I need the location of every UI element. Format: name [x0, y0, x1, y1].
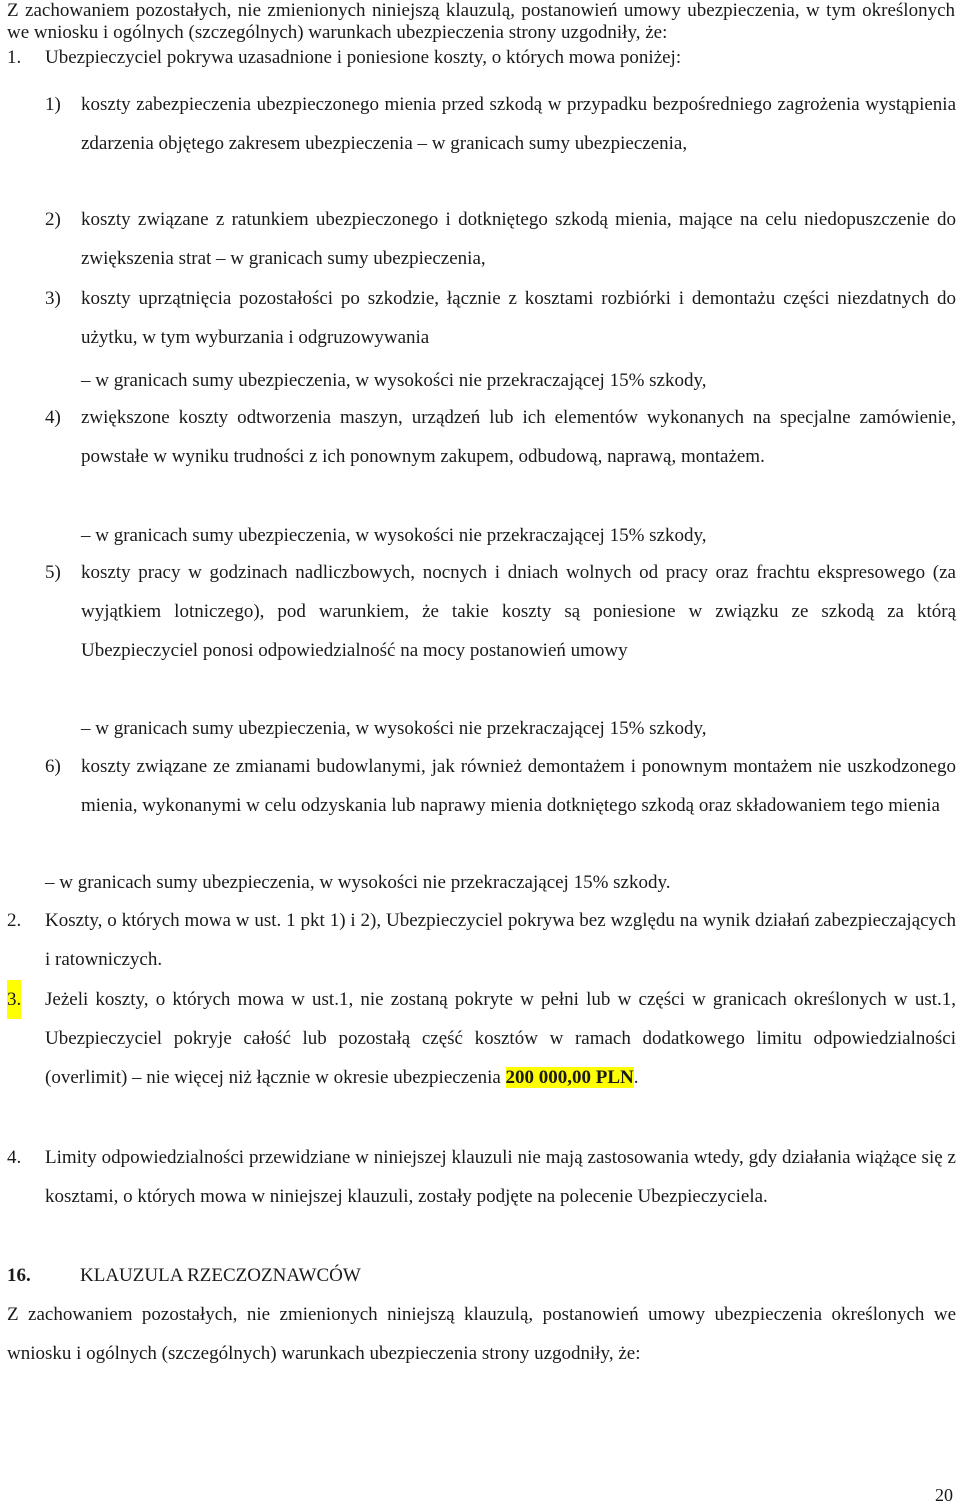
item-1-number: 1) [45, 94, 61, 115]
section-4-text: Limity odpowiedzialności przewidziane w niniejszej klauzuli nie mają zastosowania wtedy, gdy działania wiążące się z kosztami, o których mowa w niniejszej klauzuli, zostały podjęte na polecenie Ubezpieczyciela. [45, 1147, 956, 1207]
item-1-text: koszty zabezpieczenia ubezpieczonego mienia przed szkodą w przypadku bezpośredniego zagrożenia wystąpienia zdarzenia objętego zakresem ubezpieczenia – w granicach sumy ubezpieczenia, [81, 94, 956, 154]
overlimit-amount: 200 000,00 PLN [505, 1067, 634, 1088]
item-3-text: koszty uprzątnięcia pozostałości po szkodzie, łącznie z kosztami rozbiórki i demontażu części niezdatnych do użytku, w tym wyburzania i odgruzowywania [81, 288, 956, 348]
section-3-paragraph [45, 980, 956, 1097]
section-4-number: 4. [7, 1147, 22, 1168]
section-3-number: 3. [7, 980, 21, 1019]
section-2-number: 2. [7, 910, 22, 931]
item-2-text: koszty związane z ratunkiem ubezpieczonego i dotkniętego szkodą mienia, mające na celu niedopuszczenie do zwiększenia strat – w granicach sumy ubezpieczenia, [81, 209, 956, 269]
item-4-limit: – w granicach sumy ubezpieczenia, w wysokości nie przekraczającej 15% szkody, [81, 525, 707, 546]
item-6-limit: – w granicach sumy ubezpieczenia, w wysokości nie przekraczającej 15% szkody. [45, 872, 671, 893]
item-6-text: koszty związane ze zmianami budowlanymi, jak również demontażem i ponownym montażem nie uszkodzonego mienia, wykonanymi w celu odzyskania lub naprawy mienia dotkniętego szkodą oraz składowaniem tego mienia [81, 756, 956, 816]
page-number: 20 [935, 1485, 953, 1505]
intro-paragraph-top: Z zachowaniem pozostałych, nie zmienionych niniejszą klauzulą, postanowień umowy ubezpieczenia, w tym określonych we wniosku i ogólnych (szczególnych) warunkach ubezpieczenia strony uzgodniły, że: [7, 0, 955, 43]
item-3-limit: – w granicach sumy ubezpieczenia, w wysokości nie przekraczającej 15% szkody, [81, 370, 707, 391]
item-5-text: koszty pracy w godzinach nadliczbowych, nocnych i dniach wolnych od pracy oraz frachtu ekspresowego (za wyjątkiem lotniczego), pod warunkiem, że takie koszty są poniesione w związku ze szkodą za którą Ubezpieczyciel ponosi odpowiedzialność na mocy postanowień umowy [81, 562, 956, 661]
item-5-number: 5) [45, 562, 61, 583]
item-5-limit: – w granicach sumy ubezpieczenia, w wysokości nie przekraczającej 15% szkody, [81, 718, 707, 739]
item-6-number: 6) [45, 756, 61, 777]
item-4-number: 4) [45, 407, 61, 428]
section-1-text: Ubezpieczyciel pokrywa uzasadnione i poniesione koszty, o których mowa poniżej: [45, 47, 682, 68]
intro-paragraph-bottom: Z zachowaniem pozostałych, nie zmienionych niniejszą klauzulą, postanowień umowy ubezpieczenia określonych we wniosku i ogólnych (szczególnych) warunkach ubezpieczenia strony uzgodniły, że: [7, 1304, 956, 1364]
item-4-text: zwiększone koszty odtworzenia maszyn, urządzeń lub ich elementów wykonanych na specjalne zamówienie, powstałe w wyniku trudności z ich ponownym zakupem, odbudową, naprawą, montażem. [81, 407, 956, 467]
item-2-number: 2) [45, 209, 61, 230]
section-3-text: Jeżeli koszty, o których mowa w ust.1, nie zostaną pokryte w pełni lub w części w granicach określonych w ust.1, Ubezpieczyciel pokryje całość lub pozostałą część kosztów w ramach dodatkowego limitu odpowiedzialności (overlimit) – nie więcej niż łącznie w okresie ubezpieczenia [45, 989, 956, 1088]
item-3-number: 3) [45, 288, 61, 309]
clause-16-title: KLAUZULA RZECZOZNAWCÓW [80, 1265, 361, 1286]
section-1-number: 1. [7, 47, 22, 68]
clause-16-number: 16. [7, 1265, 31, 1286]
section-3-end: . [633, 1067, 639, 1088]
section-2-text: Koszty, o których mowa w ust. 1 pkt 1) i 2), Ubezpieczyciel pokrywa bez względu na wynik działań zabezpieczających i ratowniczych. [45, 910, 956, 970]
